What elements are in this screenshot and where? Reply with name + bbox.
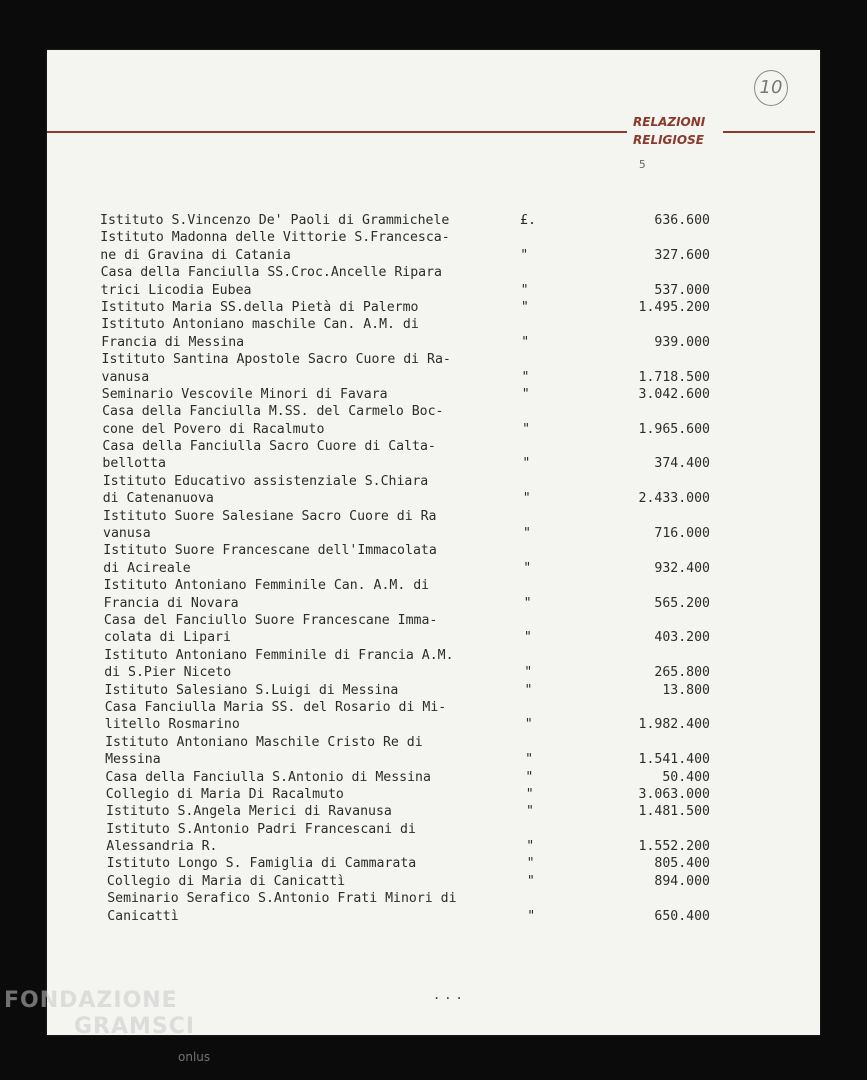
currency-mark: " [525,752,534,768]
institution-name-line: Casa del Fanciullo Suore Francescane Imma- [103,612,438,628]
list-item [105,699,720,734]
list-item [101,264,720,299]
currency-mark: " [525,769,534,785]
amount-value: 3.042.600 [638,386,710,402]
currency-mark: " [522,421,531,437]
currency-mark: " [521,369,530,385]
currency-mark: " [523,595,532,611]
currency-mark: " [520,247,529,263]
institution-name-line: Istituto Santina Apostole Sacro Cuore di Ra- [101,352,451,368]
list-item [104,647,720,682]
list-item [102,386,720,403]
section-header [633,113,705,149]
institution-name-line: vanusa [103,526,151,542]
amount-value: 537.000 [654,282,710,298]
list-item [104,612,720,647]
institution-name-line: Istituto S.Vincenzo De' Paoli di Grammichele [100,213,450,228]
list-item [100,229,720,264]
currency-mark: " [526,804,534,820]
watermark [4,988,211,1064]
amount-value: 1.552.200 [638,839,710,855]
institution-name-line: Francia di Messina [101,334,245,350]
currency-mark: " [526,839,535,855]
list-item [104,577,720,612]
watermark-sub: onlus [178,1050,211,1064]
currency-mark: " [523,560,532,576]
list-item [101,316,720,351]
institution-name-line: Istituto S.Angela Merici di Ravanusa [106,804,392,820]
list-item [106,786,720,803]
amount-value: 1.481.500 [638,804,710,820]
amount-value: 1.718.500 [638,369,710,385]
amount-value: 13.800 [662,682,710,698]
amount-value: 403.200 [654,630,710,646]
institution-name-line: Istituto S.Antonio Padri Francescani di [106,821,416,837]
amount-value: 716.000 [654,526,710,542]
header-rule-left [47,131,627,133]
institution-name-line: vanusa [101,369,150,385]
list-item [102,403,720,438]
institution-name-line: ne di Gravina di Catania [100,247,291,263]
institution-name-line: Istituto Suore Francescane dell'Immacolata [103,543,437,559]
currency-mark: " [524,665,533,681]
list-item [107,890,720,925]
institution-name-line: Collegio di Maria Di Racalmuto [105,786,344,802]
institution-name-line: Casa Fanciulla Maria SS. del Rosario di Mi- [104,699,447,715]
watermark-line1: FONDAZIONE [4,988,178,1013]
amount-value: 265.800 [654,665,710,681]
list-item [103,473,720,508]
amount-value: 805.400 [654,856,710,872]
amount-value: 327.600 [654,247,710,263]
watermark-line2: GRAMSCI [74,1014,196,1039]
institution-name-line: Casa della Fanciulla Sacro Cuore di Calta- [102,439,436,455]
institution-name-line: cone del Povero di Racalmuto [102,421,325,437]
list-item [105,682,721,699]
header-rule-right [723,131,815,133]
institution-list [100,212,720,925]
list-item [106,821,720,856]
list-item [100,212,720,229]
institution-name-line: Casa della Fanciulla SS.Croc.Ancelle Ripara [100,265,442,281]
institution-name-line: Istituto Educativo assistenziale S.Chiara [102,473,429,489]
institution-name-line: Seminario Vescovile Minori di Favara [101,386,388,402]
institution-name-line: Alessandria R. [106,839,218,855]
institution-name-line: trici Licodia Eubea [100,282,252,298]
amount-value: 3.063.000 [638,786,710,802]
institution-name-line: Istituto Maria SS.della Pietà di Palermo [100,299,419,315]
institution-name-line: colata di Lipari [103,630,231,646]
institution-name-line: litello Rosmarino [104,717,240,733]
currency-mark: " [521,386,530,402]
list-item [101,299,720,316]
institution-name-line: Canicattì [107,908,179,924]
currency-mark: " [524,717,533,733]
institution-name-line: Casa della Fanciulla S.Antonio di Messina [105,769,431,785]
institution-name-line: di S.Pier Niceto [104,665,232,681]
amount-value: 374.400 [654,456,710,472]
currency-mark: " [524,682,533,698]
currency-mark: " [523,630,532,646]
continuation-dots: ... [433,988,467,1002]
currency-mark: " [526,856,535,872]
currency-mark: " [520,299,529,315]
institution-name-line: Istituto Antoniano Maschile Cristo Re di [105,734,423,750]
institution-name-line: Istituto Madonna delle Vittorie S.Francesca- [100,230,450,246]
institution-name-line: Messina [105,752,161,768]
amount-value: 2.433.000 [638,491,710,507]
list-item [102,351,721,386]
amount-value: 932.400 [654,560,710,576]
institution-name-line: di Acireale [103,560,191,576]
currency-mark: " [523,526,531,542]
currency-mark: " [520,282,529,298]
page-tick-mark: 5 [639,158,646,171]
section-header-line2: RELIGIOSE [633,133,704,147]
currency-mark: " [522,456,531,472]
amount-value: 50.400 [662,769,710,785]
currency-mark: " [527,908,536,924]
institution-name-line: bellotta [102,456,166,472]
institution-name-line: Seminario Serafico S.Antonio Frati Minori di [107,891,457,907]
institution-name-line: Istituto Antoniano maschile Can. A.M. di [101,317,419,333]
currency-mark: " [525,786,534,802]
amount-value: 636.600 [654,213,710,228]
amount-value: 1.495.200 [638,299,710,315]
institution-name-line: Casa della Fanciulla M.SS. del Carmelo Boc- [102,404,444,420]
currency-mark: " [521,334,530,350]
currency-mark: " [526,873,535,889]
amount-value: 1.541.400 [638,752,710,768]
institution-name-line: Istituto Longo S. Famiglia di Cammarata [106,856,417,872]
institution-name-line: Francia di Novara [103,595,239,611]
section-header-line1: RELAZIONI [633,115,706,129]
list-item [107,873,720,890]
list-item [105,769,720,786]
list-item [107,855,720,872]
amount-value: 1.965.600 [638,421,710,437]
institution-name-line: di Catenanuova [102,491,214,507]
page-number: 10 [754,70,788,106]
institution-name-line: Istituto Antoniano Femminile di Francia A.M. [104,647,454,663]
institution-name-line: Istituto Antoniano Femminile Can. A.M. di [103,578,430,594]
list-item [103,542,720,577]
amount-value: 939.000 [654,334,710,350]
institution-name-line: Istituto Suore Salesiane Sacro Cuore di Ra [103,508,437,524]
currency-mark: £. [520,213,536,228]
list-item [103,508,720,543]
institution-name-line: Collegio di Maria di Canicattì [106,873,346,889]
amount-value: 894.000 [654,873,710,889]
amount-value: 650.400 [654,908,710,924]
amount-value: 565.200 [654,595,710,611]
institution-name-line: Istituto Salesiano S.Luigi di Messina [104,682,399,698]
amount-value: 1.982.400 [638,717,710,733]
currency-mark: " [522,491,531,507]
list-item [105,734,720,769]
list-item [106,803,720,820]
list-item [102,438,720,473]
